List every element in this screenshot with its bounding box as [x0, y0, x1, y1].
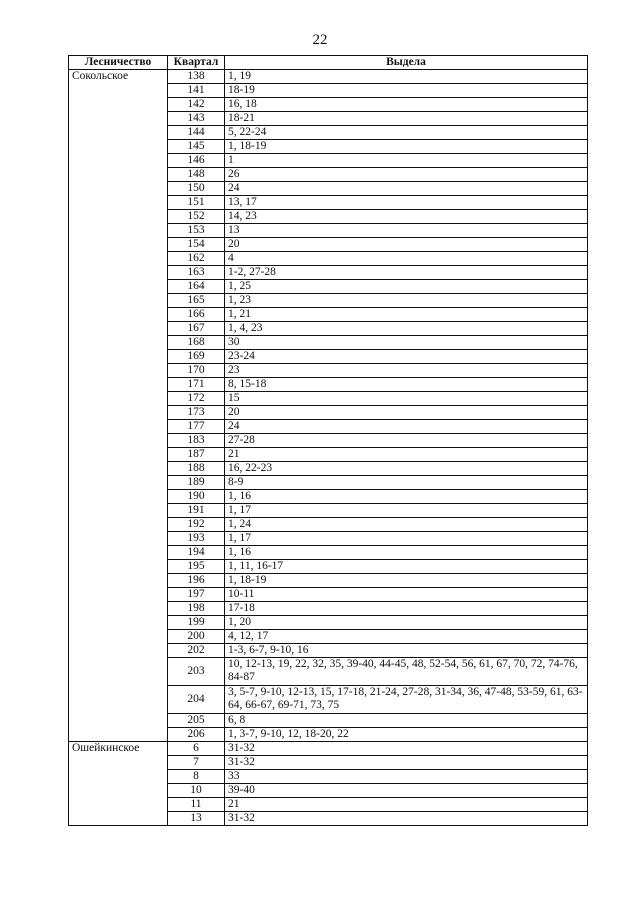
table-row: [69, 616, 588, 630]
kvartal-cell: 170: [168, 364, 225, 378]
lesnichestvo-cell: [69, 126, 168, 140]
vydela-cell: 15: [225, 392, 588, 406]
kvartal-cell: 203: [168, 658, 225, 686]
vydela-cell: 31-32: [225, 742, 588, 756]
vydela-cell: 20: [225, 406, 588, 420]
lesnichestvo-cell: [69, 84, 168, 98]
lesnichestvo-cell: [69, 812, 168, 826]
vydela-cell: 10, 12-13, 19, 22, 32, 35, 39-40, 44-45, 48, 52-54, 56, 61, 67, 70, 72, 74-76, 84-87: [225, 658, 588, 686]
header-vydela: Выдела: [225, 56, 588, 70]
vydela-cell: 1-2, 27-28: [225, 266, 588, 280]
table-row: [69, 518, 588, 532]
table-row: [69, 224, 588, 238]
table-row: [69, 112, 588, 126]
kvartal-cell: 197: [168, 588, 225, 602]
kvartal-cell: 204: [168, 686, 225, 714]
table-row: [69, 560, 588, 574]
table-row: [69, 308, 588, 322]
lesnichestvo-cell: [69, 630, 168, 644]
table-row: [69, 154, 588, 168]
vydela-cell: 1: [225, 154, 588, 168]
kvartal-cell: 171: [168, 378, 225, 392]
table-row: [69, 476, 588, 490]
table-row: [69, 378, 588, 392]
table-row: [69, 658, 588, 686]
lesnichestvo-cell: [69, 770, 168, 784]
vydela-cell: 1, 16: [225, 546, 588, 560]
table-row: [69, 462, 588, 476]
kvartal-cell: 8: [168, 770, 225, 784]
lesnichestvo-cell: [69, 644, 168, 658]
table-row: [69, 420, 588, 434]
lesnichestvo-cell: [69, 448, 168, 462]
lesnichestvo-cell: Ошейкинское: [69, 742, 168, 756]
kvartal-cell: 173: [168, 406, 225, 420]
vydela-cell: 5, 22-24: [225, 126, 588, 140]
lesnichestvo-cell: [69, 322, 168, 336]
vydela-cell: 13: [225, 224, 588, 238]
table-header-row: [69, 56, 588, 70]
lesnichestvo-cell: [69, 238, 168, 252]
table-row: [69, 196, 588, 210]
lesnichestvo-cell: [69, 112, 168, 126]
lesnichestvo-cell: [69, 154, 168, 168]
lesnichestvo-cell: [69, 658, 168, 686]
vydela-cell: 1, 17: [225, 532, 588, 546]
lesnichestvo-cell: [69, 406, 168, 420]
table-row: [69, 350, 588, 364]
vydela-cell: 1, 17: [225, 504, 588, 518]
forest-table: [68, 55, 588, 826]
table-row: [69, 140, 588, 154]
table-row: [69, 364, 588, 378]
table-row: [69, 714, 588, 728]
kvartal-cell: 192: [168, 518, 225, 532]
kvartal-cell: 194: [168, 546, 225, 560]
vydela-cell: 4, 12, 17: [225, 630, 588, 644]
header-kvartal: Квартал: [168, 56, 225, 70]
kvartal-cell: 143: [168, 112, 225, 126]
kvartal-cell: 153: [168, 224, 225, 238]
vydela-cell: 13, 17: [225, 196, 588, 210]
table-row: [69, 602, 588, 616]
vydela-cell: 1, 3-7, 9-10, 12, 18-20, 22: [225, 728, 588, 742]
lesnichestvo-cell: [69, 210, 168, 224]
kvartal-cell: 145: [168, 140, 225, 154]
kvartal-cell: 7: [168, 756, 225, 770]
lesnichestvo-cell: [69, 364, 168, 378]
kvartal-cell: 188: [168, 462, 225, 476]
vydela-cell: 24: [225, 420, 588, 434]
kvartal-cell: 148: [168, 168, 225, 182]
table-row: [69, 546, 588, 560]
kvartal-cell: 13: [168, 812, 225, 826]
lesnichestvo-cell: [69, 280, 168, 294]
lesnichestvo-cell: [69, 308, 168, 322]
vydela-cell: 26: [225, 168, 588, 182]
table-row: [69, 168, 588, 182]
lesnichestvo-cell: [69, 602, 168, 616]
vydela-cell: 1, 18-19: [225, 574, 588, 588]
lesnichestvo-cell: [69, 462, 168, 476]
kvartal-cell: 167: [168, 322, 225, 336]
table-row: [69, 490, 588, 504]
vydela-cell: 27-28: [225, 434, 588, 448]
vydela-cell: 16, 18: [225, 98, 588, 112]
vydela-cell: 4: [225, 252, 588, 266]
vydela-cell: 3, 5-7, 9-10, 12-13, 15, 17-18, 21-24, 27-28, 31-34, 36, 47-48, 53-59, 61, 63-64, 66-67, 69-71, 73, 75: [225, 686, 588, 714]
lesnichestvo-cell: [69, 224, 168, 238]
lesnichestvo-cell: [69, 546, 168, 560]
lesnichestvo-cell: [69, 728, 168, 742]
lesnichestvo-cell: [69, 490, 168, 504]
table-row: [69, 770, 588, 784]
lesnichestvo-cell: [69, 182, 168, 196]
vydela-cell: 16, 22-23: [225, 462, 588, 476]
table-row: [69, 70, 588, 84]
kvartal-cell: 162: [168, 252, 225, 266]
vydela-cell: 1, 20: [225, 616, 588, 630]
kvartal-cell: 142: [168, 98, 225, 112]
vydela-cell: 20: [225, 238, 588, 252]
kvartal-cell: 183: [168, 434, 225, 448]
table-row: [69, 210, 588, 224]
table-row: [69, 126, 588, 140]
kvartal-cell: 206: [168, 728, 225, 742]
table-row: [69, 406, 588, 420]
table-row: [69, 448, 588, 462]
table-row: [69, 574, 588, 588]
kvartal-cell: 172: [168, 392, 225, 406]
kvartal-cell: 195: [168, 560, 225, 574]
vydela-cell: 1, 11, 16-17: [225, 560, 588, 574]
vydela-cell: 39-40: [225, 784, 588, 798]
table-row: [69, 266, 588, 280]
vydela-cell: 30: [225, 336, 588, 350]
vydela-cell: 1, 16: [225, 490, 588, 504]
lesnichestvo-cell: [69, 378, 168, 392]
vydela-cell: 33: [225, 770, 588, 784]
table-row: [69, 294, 588, 308]
vydela-cell: 1, 25: [225, 280, 588, 294]
table-row: [69, 728, 588, 742]
kvartal-cell: 164: [168, 280, 225, 294]
kvartal-cell: 138: [168, 70, 225, 84]
kvartal-cell: 151: [168, 196, 225, 210]
kvartal-cell: 168: [168, 336, 225, 350]
lesnichestvo-cell: [69, 532, 168, 546]
lesnichestvo-cell: [69, 798, 168, 812]
kvartal-cell: 6: [168, 742, 225, 756]
kvartal-cell: 152: [168, 210, 225, 224]
lesnichestvo-cell: [69, 686, 168, 714]
page-number: 22: [312, 32, 328, 48]
vydela-cell: 23: [225, 364, 588, 378]
table-row: [69, 434, 588, 448]
lesnichestvo-cell: [69, 588, 168, 602]
vydela-cell: 18-21: [225, 112, 588, 126]
vydela-cell: 21: [225, 448, 588, 462]
lesnichestvo-cell: [69, 196, 168, 210]
kvartal-cell: 199: [168, 616, 225, 630]
kvartal-cell: 150: [168, 182, 225, 196]
lesnichestvo-cell: [69, 168, 168, 182]
lesnichestvo-cell: [69, 350, 168, 364]
lesnichestvo-cell: [69, 714, 168, 728]
vydela-cell: 18-19: [225, 84, 588, 98]
kvartal-cell: 154: [168, 238, 225, 252]
vydela-cell: 1, 23: [225, 294, 588, 308]
table-row: [69, 504, 588, 518]
lesnichestvo-cell: [69, 140, 168, 154]
lesnichestvo-cell: [69, 574, 168, 588]
lesnichestvo-cell: [69, 756, 168, 770]
kvartal-cell: 198: [168, 602, 225, 616]
vydela-cell: 24: [225, 182, 588, 196]
kvartal-cell: 141: [168, 84, 225, 98]
kvartal-cell: 196: [168, 574, 225, 588]
table-row: [69, 812, 588, 826]
kvartal-cell: 10: [168, 784, 225, 798]
vydela-cell: 1, 19: [225, 70, 588, 84]
header-lesnichestvo: Лесничество: [69, 56, 168, 70]
vydela-cell: 14, 23: [225, 210, 588, 224]
table-row: [69, 784, 588, 798]
vydela-cell: 21: [225, 798, 588, 812]
lesnichestvo-cell: [69, 336, 168, 350]
kvartal-cell: 166: [168, 308, 225, 322]
kvartal-cell: 11: [168, 798, 225, 812]
vydela-cell: 10-11: [225, 588, 588, 602]
table-body: [69, 70, 588, 826]
kvartal-cell: 144: [168, 126, 225, 140]
kvartal-cell: 189: [168, 476, 225, 490]
kvartal-cell: 200: [168, 630, 225, 644]
table-row: [69, 322, 588, 336]
vydela-cell: 1, 21: [225, 308, 588, 322]
kvartal-cell: 202: [168, 644, 225, 658]
vydela-cell: 8-9: [225, 476, 588, 490]
lesnichestvo-cell: [69, 616, 168, 630]
kvartal-cell: 193: [168, 532, 225, 546]
lesnichestvo-cell: [69, 294, 168, 308]
table-row: [69, 630, 588, 644]
kvartal-cell: 191: [168, 504, 225, 518]
lesnichestvo-cell: [69, 434, 168, 448]
vydela-cell: 1, 18-19: [225, 140, 588, 154]
table-row: [69, 756, 588, 770]
lesnichestvo-cell: [69, 252, 168, 266]
table-row: [69, 252, 588, 266]
lesnichestvo-cell: [69, 266, 168, 280]
kvartal-cell: 146: [168, 154, 225, 168]
lesnichestvo-cell: [69, 392, 168, 406]
table-row: [69, 84, 588, 98]
lesnichestvo-cell: [69, 518, 168, 532]
table-row: [69, 644, 588, 658]
table-row: [69, 588, 588, 602]
lesnichestvo-cell: [69, 420, 168, 434]
table-row: [69, 98, 588, 112]
lesnichestvo-cell: [69, 560, 168, 574]
kvartal-cell: 169: [168, 350, 225, 364]
table-row: [69, 686, 588, 714]
vydela-cell: 8, 15-18: [225, 378, 588, 392]
table-row: [69, 280, 588, 294]
lesnichestvo-cell: [69, 504, 168, 518]
vydela-cell: 31-32: [225, 812, 588, 826]
lesnichestvo-cell: [69, 784, 168, 798]
table-row: [69, 532, 588, 546]
table-row: [69, 182, 588, 196]
kvartal-cell: 187: [168, 448, 225, 462]
table-row: [69, 742, 588, 756]
vydela-cell: 6, 8: [225, 714, 588, 728]
vydela-cell: 1-3, 6-7, 9-10, 16: [225, 644, 588, 658]
lesnichestvo-cell: [69, 98, 168, 112]
vydela-cell: 1, 24: [225, 518, 588, 532]
kvartal-cell: 190: [168, 490, 225, 504]
table-row: [69, 392, 588, 406]
kvartal-cell: 165: [168, 294, 225, 308]
table-row: [69, 238, 588, 252]
table-row: [69, 798, 588, 812]
vydela-cell: 23-24: [225, 350, 588, 364]
table-row: [69, 336, 588, 350]
vydela-cell: 31-32: [225, 756, 588, 770]
kvartal-cell: 163: [168, 266, 225, 280]
lesnichestvo-cell: [69, 476, 168, 490]
lesnichestvo-cell: Сокольское: [69, 70, 168, 84]
vydela-cell: 17-18: [225, 602, 588, 616]
kvartal-cell: 205: [168, 714, 225, 728]
vydela-cell: 1, 4, 23: [225, 322, 588, 336]
kvartal-cell: 177: [168, 420, 225, 434]
